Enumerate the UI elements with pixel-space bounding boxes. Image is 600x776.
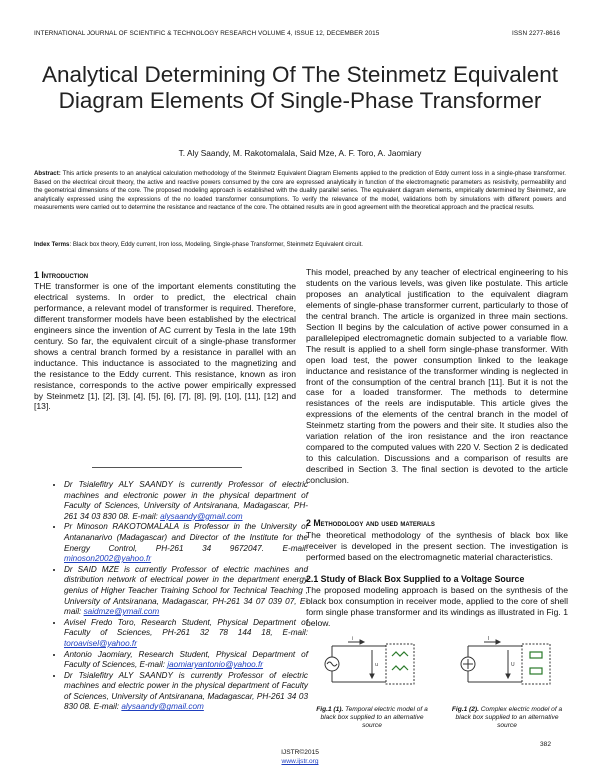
footnote-text: Avisel Fredo Toro, Research Student, Physical Department of Faculty of Sciences, PH-261 32 78 144 18, [64,617,308,638]
index-terms: Index Terms: Black box theory, Eddy current, Iron loss, Modeling, Single-phase Transformer, Steinmetz Equivalent circuit. [34,241,363,248]
footer-url[interactable] [250,758,350,765]
figure-1-1-text: Temporal electric model of a black box supplied to an alternative source [320,706,428,729]
figure-1-2-text: Complex electric model of a black box supplied to an alternative source [455,706,563,729]
section-2-text: The theoretical methodology of the synthesis of black box like receiver is developed in the present section. The investigation is performed based on the electromagnetic material characteristics. [306,530,568,562]
footnote-item [64,618,308,650]
section-1-title: Introduction [41,270,89,280]
footnote-item [64,565,308,618]
page-title: Analytical Determining Of The Steinmetz Equivalent Diagram Elements Of Single-Phase Transformer [41,62,559,113]
footnote-email-link[interactable]: jaomiaryantonio@yahoo.fr [167,660,264,670]
figure-1-2-caption [446,706,568,730]
footnote-email-prefix: E-mail: [93,702,120,712]
footnote-email-link[interactable]: alysaandy@gmail.com [121,702,204,712]
footnote-text: Dr Tsialefitry ALY SAANDY is currently Professor of electric machines and electric power in the physical department of Faculty of Sciences, University of Antsiranana, Madagascar, PH-261 34 03 830 08. [64,670,308,712]
footnote-email-link[interactable]: toroavisel@yahoo.fr [64,638,137,648]
footnote-item [64,522,308,564]
section-2-title: Methodology and used materials [313,518,435,528]
footnote-text: Antonio Jaomiary, Research Student, Physical Department of Faculty of Sciences, [64,649,308,670]
authors: T. Aly Saandy, M. Rakotomalala, Said Mze, A. F. Toro, A. Jaomiary [178,148,422,158]
figure-1-1-label: Fig.1 (1). [316,706,344,713]
figure-1-2-circuit [448,636,564,692]
footnote-text: Dr SAID MZE is currently Professor of electric machines and distribution network of electrical power in the department energy genius of Higher Teacher Training School for Technical Teaching , University of Antsiranana, Madagascar, PH-261 34 07 039 07, [64,564,308,606]
footnote-email-link[interactable]: minoson2002@yahoo.fr [64,554,152,564]
footnote-email-link[interactable]: saidmze@ymail.com [83,607,160,617]
section-2-number: 2 [306,518,311,528]
svg-text:I: I [488,636,490,642]
section-2-1-text: The proposed modeling approach is based on the synthesis of the black box consumption in receiver mode, applied to the core of shell form single phase transformer and its windings as illustrated in Fig. 1 below. [306,585,568,628]
section-1-text: THE transformer is one of the important elements constituting the electrical systems. In order to predict, the electrical chain performance, a relevant model of transformer is required. Therefore, different transformer models have been established by the electrical engineers since the invention of AC current by Tesla in the late 19th century. So far, the equivalent circuit of a single-phase transformer shows a central branch formed by a resistance in parallel with an inductance. This inductance is associated to the magnetizing and the resistance to the Eddy current. This resistance, known as iron resistance, corresponds to the active power empirically expressed by Steinmetz [1], [2], [3], [4], [5], [6], [7], [8], [9], [10], [11], [12] and [13]. [34,281,296,412]
section-2-heading [306,518,435,528]
footnote-text: Dr Tsialefitry ALY SAANDY is currently Professor of electric machines and electronic power in the physical department of Faculty of Sciences, University of Antsiranana, Madagascar, PH-261 34 03 830 08. [64,480,308,521]
journal-header: INTERNATIONAL JOURNAL OF SCIENTIFIC & TECHNOLOGY RESEARCH VOLUME 4, ISSUE 12, DECEMBER 2015 [34,30,380,37]
footnote-email-prefix: E-mail: [139,660,166,670]
footnote-email-link[interactable]: alysaandy@gmail.com [160,511,243,521]
footnote-list [52,480,308,713]
footnote-item [64,480,308,522]
abstract-label: Abstract: [34,170,61,177]
index-terms-label: Index Terms [34,241,70,248]
svg-text:i: i [352,636,354,642]
figure-1-1-caption [312,706,432,730]
index-terms-text: Black box theory, Eddy current, Iron loss, Modeling, Single-phase Transformer, Steinmetz Equivalent circuit. [72,241,363,248]
footnote-email-prefix: E-mail: [282,628,309,638]
footnote-text: Pr Minoson RAKOTOMALALA is Professor in the University of Antananarivo (Madagascar) and Director of the Institute for the Energy Control, PH-261 34 9672047. [64,522,308,553]
footnote-item [64,650,308,671]
footer-url-link[interactable]: www.ijstr.org [281,758,319,765]
intro-continued: This model, preached by any teacher of electrical engineering to his students on the various levels, was given like postulate. This article proposes an analytical justification to the equivalent diagram elements of single-phase transformer current, particularly to those of the central branch. The article is organized in three main sections. Section II begins by the calculation of active power consumed in a parallelepiped electromagnetic domain subjected to a variable flow. The result is applied to a shell form single-phase transformer. With open load test, the power consumption linked to the leakage inductance and resistance of the transformer winding is neglected in front of the consumption of the central branch [11]. But it is not the case for a loaded transformer. The methods to determine resistances of the reels are indisputable. This article gives the expressions of the elements of the central branch in the model of Steinmetz starting from the powers and their site. It studies also the variation relation of the iron resistance and the iron reactance compared to the computed values with 220 V. Section 2 is dedicated to this calculation. Discussions and a comparison of results are described in Section 3. The final section is devoted to the article conclusion. [306,267,568,486]
page-number: 382 [540,741,552,748]
footnote-email-prefix: E-mail: [282,543,308,553]
section-1-number: 1 [34,270,39,280]
svg-text:U: U [511,662,515,668]
section-2-1-heading: 2.1 Study of Black Box Supplied to a Voltage Source [306,574,525,584]
abstract-text: This article presents to an analytical calculation methodology of the Steinmetz Equivalent Diagram Elements applied to the prediction of Eddy current loss in a single-phase transformer. Based on the electrical circuit theory, the active and reactive powers consumed by the core are expressed analytically in function of the electromagnetic parameters as resistivity, permeability and the geometrical dimensions of the core. The proposed modeling approach is established with the duality parallel series. The equivalent diagram elements, empirically determined by Steinmetz, are analytically expressed using the expressions of the no loaded transformer consumptions. To verify the relevance of the model, validations both by simulations with different powers and measurements were carried out to determine the resistance and reactance of the core. The obtained results are in good agreement with the theoretical approach and the practical results. [34,170,566,212]
figure-1-2-label: Fig.1 (2). [451,706,479,713]
svg-text:u: u [375,662,379,668]
section-1-heading [34,270,88,280]
footer-code: IJSTR©2015 [281,749,319,756]
footnote-email-prefix: E-mail: [64,596,308,617]
abstract [34,170,566,213]
footnote-email-prefix: E-mail: [132,511,158,521]
issn: ISSN 2277-8616 [512,30,560,37]
figure-1-1-circuit [312,636,428,692]
footnote-item [64,671,308,713]
footnote-divider [92,467,242,468]
